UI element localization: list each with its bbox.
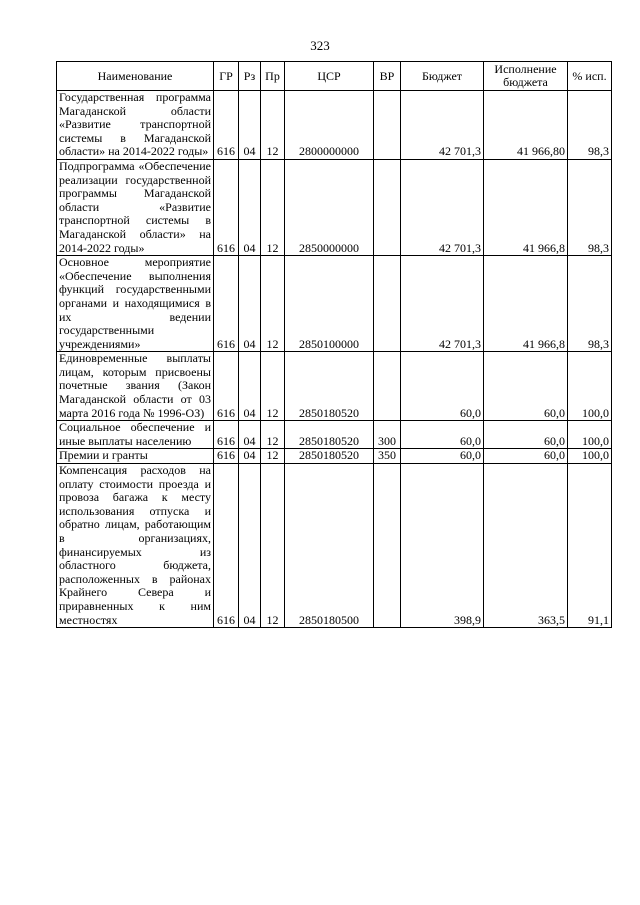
row-vr <box>374 91 401 160</box>
row-vr <box>374 159 401 255</box>
row-pr: 12 <box>261 352 285 421</box>
header-vr: ВР <box>374 62 401 91</box>
row-csr: 2800000000 <box>285 91 374 160</box>
row-csr: 2850000000 <box>285 159 374 255</box>
header-name: Наименование <box>57 62 214 91</box>
row-pr: 12 <box>261 449 285 464</box>
row-rz: 04 <box>239 256 261 352</box>
row-rz: 04 <box>239 91 261 160</box>
row-name: Компенсация расходов на оплату стоимости проезда и провоза багажа к месту использования отпуска и обратно лицам, работающим в организациях, финансируемых из областного бюджета, расположенных в районах Крайнего Севера и приравненных к ним местностях <box>57 464 214 628</box>
row-rz: 04 <box>239 421 261 449</box>
row-rz: 04 <box>239 449 261 464</box>
row-gr: 616 <box>214 421 239 449</box>
row-percent: 91,1 <box>568 464 612 628</box>
row-name: Государственная программа Магаданской области «Развитие транспортной системы в Магаданской области» на 2014-2022 годы» <box>57 91 214 160</box>
row-gr: 616 <box>214 256 239 352</box>
row-percent: 100,0 <box>568 352 612 421</box>
row-budget: 42 701,3 <box>401 256 484 352</box>
header-execution: Исполнение бюджета <box>484 62 568 91</box>
row-csr: 2850100000 <box>285 256 374 352</box>
table-header <box>57 62 612 91</box>
row-percent: 100,0 <box>568 449 612 464</box>
row-percent: 100,0 <box>568 421 612 449</box>
budget-table <box>56 61 612 628</box>
row-execution: 60,0 <box>484 352 568 421</box>
row-vr <box>374 464 401 628</box>
row-execution: 41 966,8 <box>484 256 568 352</box>
header-row <box>57 62 612 91</box>
row-vr: 300 <box>374 421 401 449</box>
table-row <box>57 256 612 352</box>
row-budget: 60,0 <box>401 449 484 464</box>
header-budget: Бюджет <box>401 62 484 91</box>
row-csr: 2850180520 <box>285 421 374 449</box>
row-name: Основное мероприятие «Обеспечение выполнения функций государственными органами и находящимися в их ведении государственными учреждениями» <box>57 256 214 352</box>
row-pr: 12 <box>261 91 285 160</box>
row-budget: 42 701,3 <box>401 91 484 160</box>
row-budget: 398,9 <box>401 464 484 628</box>
header-pr: Пр <box>261 62 285 91</box>
row-vr <box>374 256 401 352</box>
row-execution: 41 966,8 <box>484 159 568 255</box>
row-percent: 98,3 <box>568 256 612 352</box>
row-gr: 616 <box>214 449 239 464</box>
row-pr: 12 <box>261 256 285 352</box>
row-rz: 04 <box>239 159 261 255</box>
row-gr: 616 <box>214 159 239 255</box>
row-rz: 04 <box>239 352 261 421</box>
table-row <box>57 449 612 464</box>
table-row <box>57 421 612 449</box>
table-row <box>57 159 612 255</box>
row-gr: 616 <box>214 464 239 628</box>
row-vr <box>374 352 401 421</box>
header-csr: ЦСР <box>285 62 374 91</box>
header-gr: ГР <box>214 62 239 91</box>
row-name: Подпрограмма «Обеспечение реализации государственной программы Магаданской области «Развитие транспортной системы в Магаданской области» на 2014-2022 годы» <box>57 159 214 255</box>
row-gr: 616 <box>214 91 239 160</box>
row-execution: 41 966,80 <box>484 91 568 160</box>
row-name: Социальное обеспечение и иные выплаты населению <box>57 421 214 449</box>
table-row <box>57 91 612 160</box>
row-execution: 60,0 <box>484 421 568 449</box>
row-gr: 616 <box>214 352 239 421</box>
row-csr: 2850180520 <box>285 352 374 421</box>
row-budget: 60,0 <box>401 421 484 449</box>
row-name: Единовременные выплаты лицам, которым присвоены почетные звания (Закон Магаданской области от 03 марта 2016 года № 1996-ОЗ) <box>57 352 214 421</box>
table-row <box>57 464 612 628</box>
row-execution: 363,5 <box>484 464 568 628</box>
row-pr: 12 <box>261 159 285 255</box>
row-percent: 98,3 <box>568 159 612 255</box>
page-number: 323 <box>310 38 330 53</box>
row-csr: 2850180500 <box>285 464 374 628</box>
header-percent: % исп. <box>568 62 612 91</box>
row-rz: 04 <box>239 464 261 628</box>
row-name: Премии и гранты <box>57 449 214 464</box>
row-percent: 98,3 <box>568 91 612 160</box>
row-budget: 60,0 <box>401 352 484 421</box>
row-vr: 350 <box>374 449 401 464</box>
header-rz: Рз <box>239 62 261 91</box>
row-csr: 2850180520 <box>285 449 374 464</box>
table-body <box>57 91 612 628</box>
row-pr: 12 <box>261 421 285 449</box>
row-execution: 60,0 <box>484 449 568 464</box>
row-pr: 12 <box>261 464 285 628</box>
table-row <box>57 352 612 421</box>
row-budget: 42 701,3 <box>401 159 484 255</box>
